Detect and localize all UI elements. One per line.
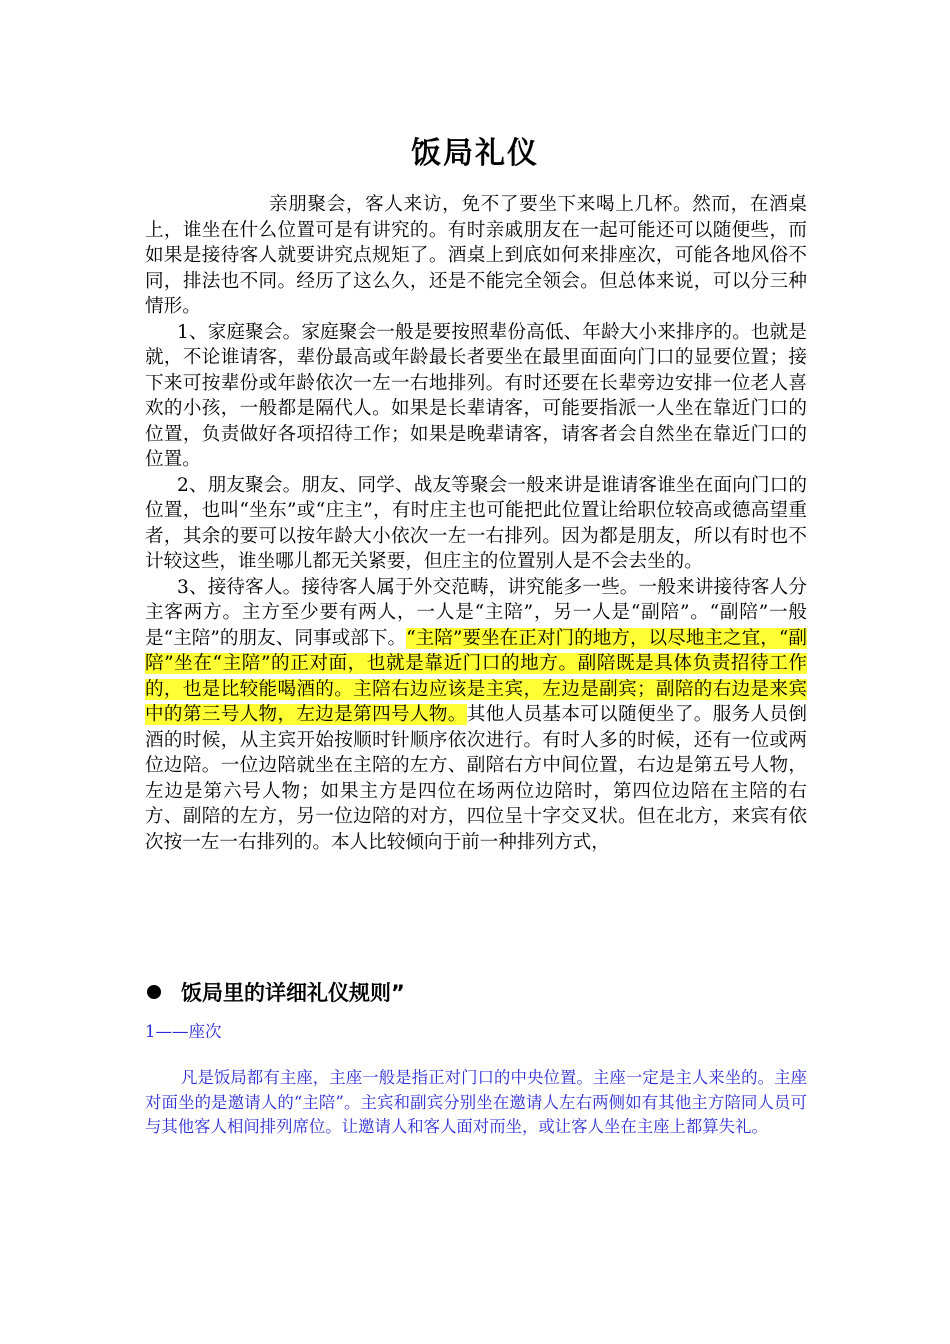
section-heading xyxy=(145,977,807,1007)
paragraph-receiving-guests xyxy=(145,575,807,856)
guests-text-after-highlight: 其他人员基本可以随便坐了。服务人员倒酒的时候，从主宾开始按顺时针顺序依次进行。有时人多的时候，还有一位或两位边陪。一位边陪就坐在主陪的左方、副陪右方中间位置，右边是第五号人物，左边是第六号人物；如果主方是四位在场两位边陪时，第四位边陪在主陪的右方、副陪的左方，另一位边陪的对方，四位呈十字交叉状。但在北方，来宾有依次按一左一右排列的。本人比较倾向于前一种排列方式， xyxy=(145,704,807,853)
highlighted-seating-text: “主陪”要坐在正对门的地方，以尽地主之宜，“副陪”坐在“主陪”的正对面，也就是靠近门口的地方。副陪既是具体负责招待工作的，也是比较能喝酒的。主陪右边应该是主宾，左边是副宾；副陪的右边是来宾中的第三号人物，左边是第四号人物。 xyxy=(145,627,807,725)
guests-text-before-highlight: 3、接待客人。接待客人属于外交范畴，讲究能多一些。一般来讲接待客人分主客两方。主方至少要有两人，一人是“主陪”，另一人是“副陪”。“副陪”一般是“主陪”的朋友、同事或部下。 xyxy=(145,576,807,649)
page-title: 饭局礼仪 xyxy=(411,136,539,171)
intro-paragraph: 亲朋聚会，客人来访，免不了要坐下来喝上几杯。然而，在酒桌上，谁坐在什么位置可是有讲究的。有时亲戚朋友在一起可能还可以随便些，而如果是接待客人就要讲究点规矩了。酒桌上到底如何来排座次，可能各地风俗不同，排法也不同。经历了这么久，还是不能完全领会。但总体来说，可以分三种情形。 xyxy=(145,194,807,317)
seating-rules-paragraph: 凡是饭局都有主座，主座一般是指正对门口的中央位置。主座一定是主人来坐的。主座对面坐的是邀请人的“主陪”。主宾和副宾分别坐在邀请人左右两侧如有其他主方陪同人员可与其他客人相间排列席位。让邀请人和客人面对而坐，或让客人坐在主座上都算失礼。 xyxy=(145,1068,807,1136)
paragraph-friends-gathering: 2、朋友聚会。朋友、同学、战友等聚会一般来讲是谁请客谁坐在面向门口的位置，也叫“坐东”或“庄主”，有时庄主也可能把此位置让给职位较高或德高望重者，其余的要可以按年龄大小依次一左一右排列。因为都是朋友，所以有时也不计较这些，谁坐哪儿都无关紧要，但庄主的位置别人是不会去坐的。 xyxy=(145,474,807,572)
section-heading-text: 饭局里的详细礼仪规则” xyxy=(181,981,405,1005)
bullet-icon xyxy=(147,985,161,999)
article-body xyxy=(145,192,807,855)
paragraph-family-gathering: 1、家庭聚会。家庭聚会一般是要按照辈份高低、年龄大小来排序的。也就是就，不论谁请客，辈份最高或年龄最长者要坐在最里面面向门口的显要位置；接下来可按辈份或年龄依次一左一右地排列。有时还要在长辈旁边安排一位老人喜欢的小孩，一般都是隔代人。如果是长辈请客，可能要指派一人坐在靠近门口的位置，负责做好各项招待工作；如果是晚辈请客，请客者会自然坐在靠近门口的位置。 xyxy=(145,321,807,470)
sub-heading-seating: 1——座次 xyxy=(145,1022,222,1041)
